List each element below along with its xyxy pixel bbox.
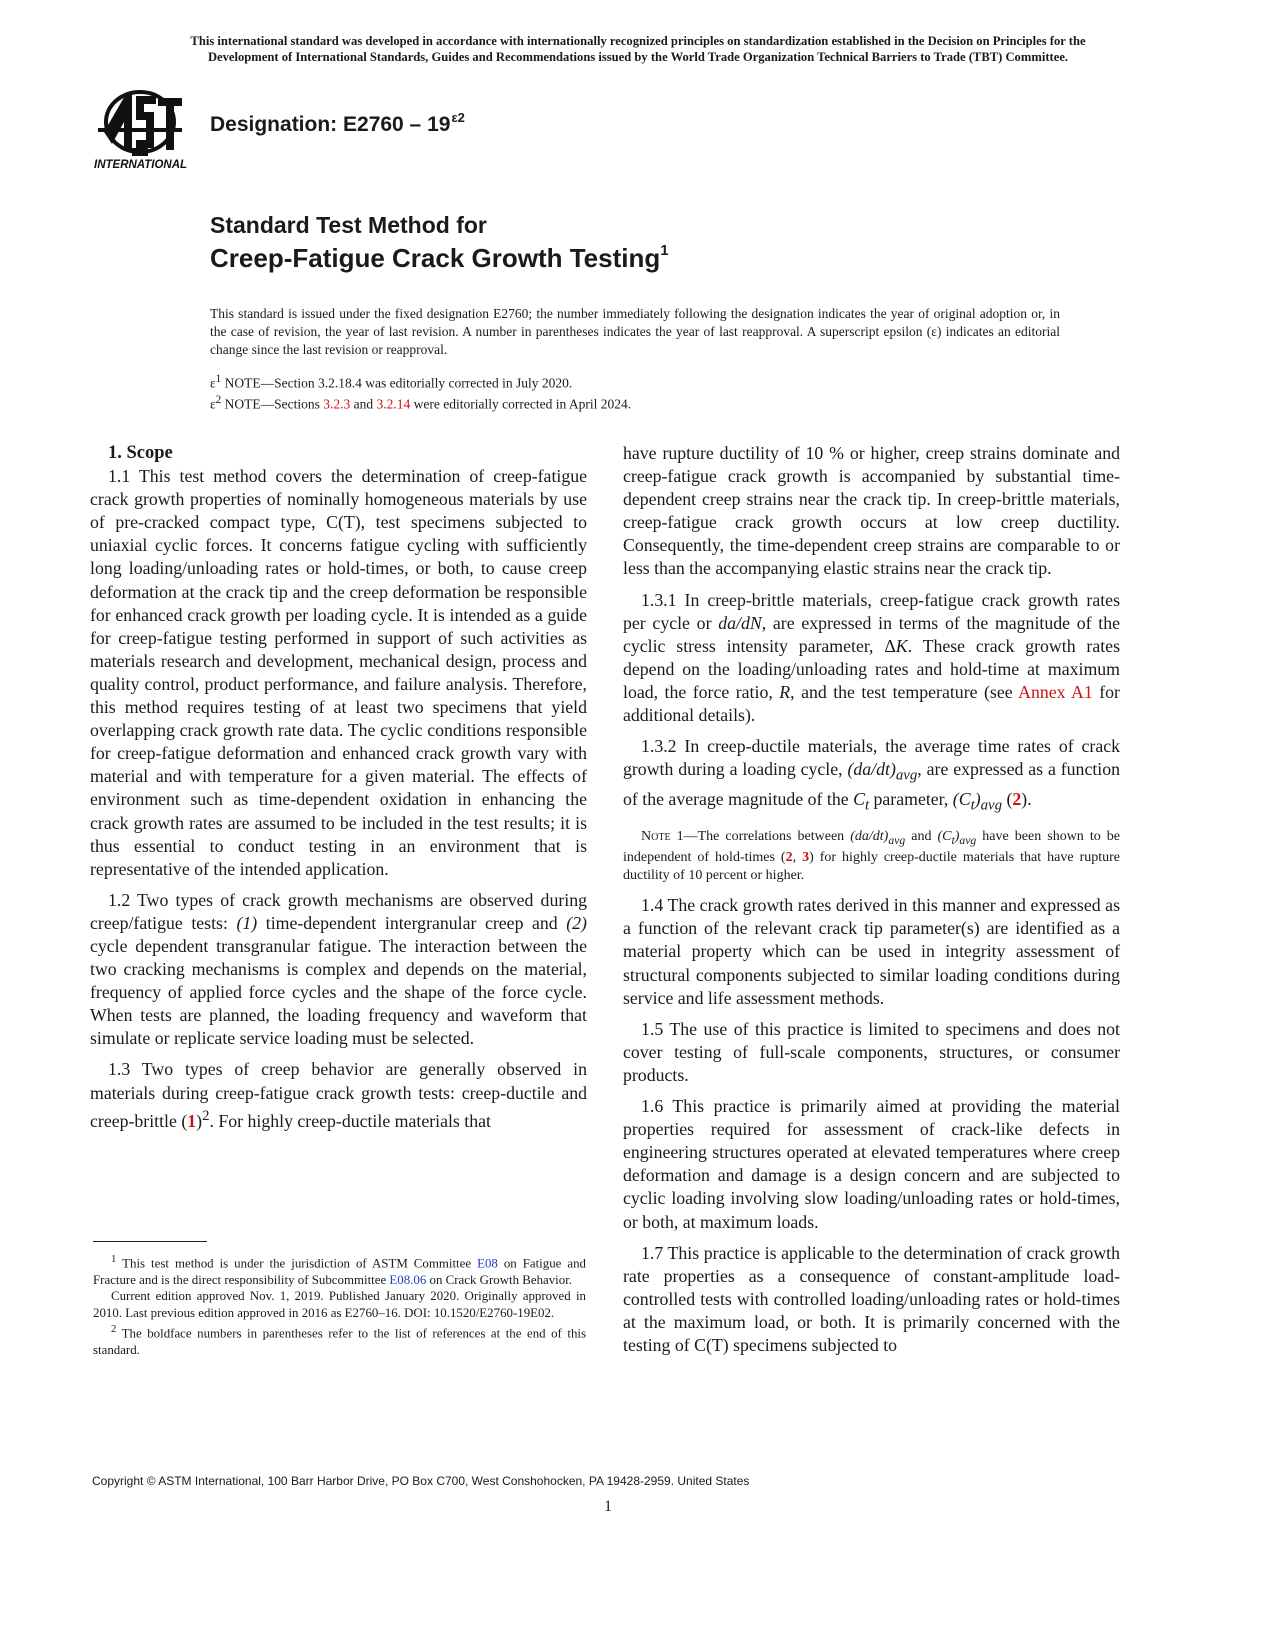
astm-logo-mark	[92, 88, 192, 174]
text: , are expressed as a function of the average magnitude of the	[623, 759, 1120, 809]
editorial-note-2	[210, 392, 1060, 413]
text: cycle dependent transgranular fatigue. The interaction between the two cracking mechanisms is complex and depends on the material, frequency of applied force cycles and the shape of the force cycle. When tests are planned, the loading frequency and waveform that simulate or replicate service loading must be selected.	[90, 935, 587, 1049]
text: avg	[895, 767, 918, 784]
reference-link-2[interactable]: 2	[1012, 788, 1022, 809]
text: (	[1002, 788, 1013, 809]
text: t	[970, 797, 975, 814]
reference-link-1[interactable]: 1	[187, 1110, 197, 1131]
section-heading-scope: 1. Scope	[108, 443, 173, 463]
text: time-dependent intergranular creep and	[257, 912, 567, 933]
text: )	[196, 1110, 203, 1131]
designation-superscript: ε2	[451, 110, 465, 125]
text: , are expressed in terms of the magnitude of the cyclic stress intensity parameter, Δ	[623, 612, 1121, 656]
text: for additional details).	[623, 681, 1120, 726]
text: )	[954, 828, 960, 844]
copyright-notice: Copyright © ASTM International, 100 Barr Harbor Drive, PO Box C700, West Conshohocken, PA 19428-2959. United States	[92, 1474, 750, 1488]
text: have been shown to be independent of hold-times (	[623, 828, 1120, 866]
text: 1.3 Two types of creep behavior are generally observed in materials during creep-fatigue crack growth tests: creep-ductile and creep-brittle (	[90, 1059, 587, 1131]
text: . These crack growth rates depend on the loading/unloading rates and hold-time at maximum load, the force ratio,	[623, 635, 1120, 702]
text: 1.3.1 In creep-brittle materials, creep-fatigue crack growth rates per cycle or	[623, 589, 1120, 633]
page-number: 1	[604, 1498, 612, 1515]
logo-text: INTERNATIONAL	[94, 159, 188, 171]
text: avg	[980, 797, 1003, 814]
committee-link-e08[interactable]: E08	[477, 1256, 498, 1271]
footnote-divider	[93, 1241, 207, 1242]
paragraph-1-3-continued: have rupture ductility of 10 % or higher, creep strains dominate and creep-fatigue crack growth is accompanied by substantial time-dependent creep strains near the crack tip. In creep-brittle materials, creep-fatigue crack growth occurs at low creep ductility. Consequently, the time-dependent creep strains are comparable to or less than the accompanying elastic strains near the crack tip.	[623, 443, 1120, 579]
footnote-mark: 1	[111, 1253, 117, 1265]
intro-notice	[88, 33, 1188, 65]
right-column	[623, 442, 1120, 1357]
paragraph-1-3-2	[623, 735, 1120, 817]
reference-link-3[interactable]: 3	[802, 850, 810, 866]
designation	[210, 110, 465, 137]
text: . For highly creep-ductile materials that	[209, 1110, 491, 1131]
text: avg	[959, 833, 977, 847]
title-footnote-mark: 1	[660, 242, 669, 259]
paragraph-1-3-1	[623, 589, 1120, 728]
paragraph-1-2	[90, 889, 587, 1051]
paragraph-1-3	[90, 1058, 587, 1132]
note-text: and	[350, 396, 377, 411]
footnote-mark: 2	[111, 1323, 117, 1336]
text: ,	[792, 850, 803, 866]
editorial-note-1	[210, 371, 1060, 392]
epsilon-sup: 2	[215, 393, 222, 406]
editorial-notes	[210, 371, 1060, 412]
text: ).	[1021, 788, 1032, 809]
text: parameter,	[869, 788, 953, 809]
text: (2)	[566, 912, 587, 933]
text: t	[864, 797, 870, 814]
text: C	[853, 788, 865, 809]
title-text: Creep-Fatigue Crack Growth Testing	[210, 243, 661, 273]
edition-note: Current edition approved Nov. 1, 2019. Published January 2020. Originally approved in 2010. Last previous edition approved in 2016 as E2760–16. DOI: 10.1520/E2760-19E02.	[93, 1289, 586, 1320]
text: 1—The correlations between	[670, 828, 851, 844]
text: and	[905, 828, 938, 844]
note-label: Note	[641, 828, 671, 844]
text: 1.3.2 In creep-ductile materials, the average time rates of crack growth during a loading cycle,	[623, 736, 1120, 780]
title-line1: Standard Test Method for	[210, 212, 487, 238]
text: ) for highly creep-ductile materials that have rupture ductility of 10 percent or higher.	[623, 850, 1120, 884]
footnote-2	[93, 1321, 586, 1358]
section-link-3-2-3[interactable]: 3.2.3	[323, 396, 351, 411]
title-line2	[210, 242, 669, 274]
epsilon-mark: ε	[210, 396, 216, 411]
text: (C	[952, 788, 971, 809]
intro-notice-line2: Development of International Standards, Guides and Recommendations issued by the World Trade Organization Technical Barriers to Trade (TBT) Committee.	[207, 50, 1069, 64]
paragraph-1-6: 1.6 This practice is primarily aimed at providing the material properties required for assessment of crack-like defects in engineering structures operated at elevated temperatures where creep deformation and damage is a design concern and are subjected to cyclic loading involving slow loading/unloading rates or hold-times, or both, at maximum loads.	[623, 1096, 1120, 1232]
text: R	[779, 681, 791, 702]
left-column	[90, 442, 587, 1133]
footnote-mark-2: 2	[202, 1107, 210, 1124]
text: on Fatigue and Fracture and is the direct responsibility of Subcommittee	[93, 1256, 586, 1287]
note-1	[623, 828, 1120, 886]
note-text: were editorially corrected in April 2024.	[410, 396, 632, 411]
text: 1.2 Two types of crack growth mechanisms are observed during creep/fatigue tests:	[90, 889, 587, 933]
intro-notice-line1: This international standard was developed in accordance with internationally recognized principles on standardization established in the Decision on Principles for the	[190, 34, 1086, 48]
text: , and the test temperature (see	[790, 681, 1019, 702]
paragraph-1-7: 1.7 This practice is applicable to the determination of crack growth rate properties as a consequence of constant-amplitude load-controlled tests with controlled loading/unloading rates or hold-times at the maximum load, or both. It is primarily concerned with the testing of C(T) specimens subjected to	[623, 1242, 1120, 1355]
paragraph-1-1: 1.1 This test method covers the determination of creep-fatigue crack growth properties of nominally homogeneous materials by use of pre-cracked compact type, C(T), test specimens subjected to uniaxial cyclic forces. It concerns fatigue cycling with sufficiently long loading/unloading rates or hold-times, or both, to cause creep deformation at the crack tip and the creep deformation be responsible for enhanced crack growth per loading cycle. It is intended as a guide for creep-fatigue testing performed in support of such activities as materials research and development, mechanical design, process and quality control, product performance, and failure analysis. Therefore, this method requires testing of at least two specimens that yield overlapping crack growth rate data. The cyclic conditions responsible for creep-fatigue deformation and enhanced crack growth vary with material and with temperature for a given material. The effects of environment such as time-dependent oxidation in enhancing the crack growth rates are assumed to be included in the test results; it is thus essential to conduct testing in an environment that is representative of the intended application.	[90, 466, 587, 879]
footnote-1	[93, 1251, 586, 1288]
text: (C	[937, 828, 952, 844]
text: (da/dt)	[850, 828, 889, 844]
text: t	[951, 833, 955, 847]
text: The boldface numbers in parentheses refer to the list of references at the end of this standard.	[93, 1326, 586, 1358]
text: K	[895, 635, 908, 656]
astm-logo	[92, 88, 192, 174]
section-link-3-2-14[interactable]: 3.2.14	[376, 396, 411, 411]
note-text: NOTE—Sections	[221, 396, 324, 411]
text: (da/dt)	[847, 759, 896, 780]
epsilon-mark: ε	[210, 375, 216, 391]
text: (1)	[236, 912, 258, 933]
paragraph-1-5: 1.5 The use of this practice is limited to specimens and does not cover testing of full-scale components, structures, or consumer products.	[623, 1018, 1120, 1085]
subcommittee-link-e08-06[interactable]: E08.06	[389, 1272, 427, 1287]
text: )	[974, 788, 981, 809]
footnotes	[93, 1251, 586, 1359]
text: da/dN	[718, 612, 762, 633]
epsilon-sup: 1	[215, 373, 222, 385]
reference-link-2[interactable]: 2	[785, 850, 793, 866]
note-text: NOTE—Section 3.2.18.4 was editorially corrected in July 2020.	[221, 375, 573, 391]
paragraph-1-4: 1.4 The crack growth rates derived in this manner and expressed as a function of the relevant crack tip parameter(s) are identified as a material property which can be used in integrity assessment of structural components subjected to similar loading conditions during service and life assessment methods.	[623, 895, 1120, 1008]
text: avg	[888, 833, 906, 847]
text: on Crack Growth Behavior.	[426, 1272, 573, 1287]
designation-label: Designation: E2760 – 19	[210, 113, 451, 136]
issue-statement: This standard is issued under the fixed designation E2760; the number immediately following the designation indicates the year of original adoption or, in the case of revision, the year of last revision. A number in parentheses indicates the year of last reapproval. A superscript epsilon (ε) indicates an editorial change since the last revision or reapproval.	[210, 306, 1060, 357]
text: This test method is under the jurisdiction of ASTM Committee	[122, 1256, 478, 1271]
annex-a1-link[interactable]: Annex A1	[1018, 681, 1093, 702]
